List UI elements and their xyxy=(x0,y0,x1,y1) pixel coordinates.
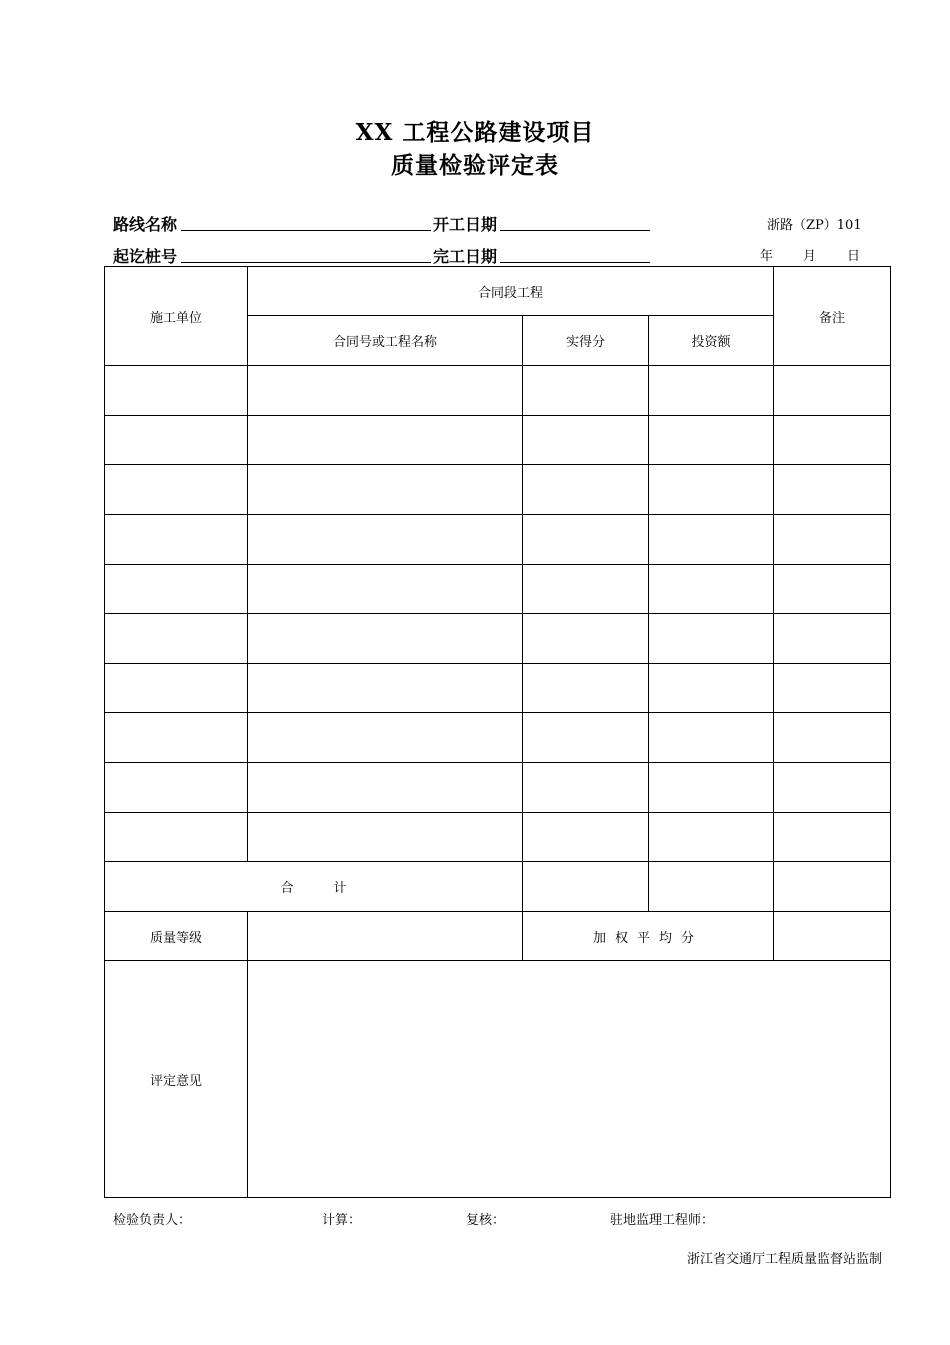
contract-name-header: 合同号或工程名称 xyxy=(248,316,523,366)
contract-name-cell[interactable] xyxy=(248,416,523,465)
contract-name-cell[interactable] xyxy=(248,465,523,515)
score-cell[interactable] xyxy=(523,813,649,862)
quality-table xyxy=(104,266,891,1198)
score-cell[interactable] xyxy=(523,515,649,565)
investment-cell[interactable] xyxy=(649,416,774,465)
remarks-cell[interactable] xyxy=(774,713,891,763)
score-cell[interactable] xyxy=(523,416,649,465)
remarks-cell[interactable] xyxy=(774,515,891,565)
calculation-label: 计算： xyxy=(322,1213,362,1228)
contract-name-cell[interactable] xyxy=(248,366,523,416)
form-title-line1: XX 工程公路建设项目 xyxy=(355,119,595,146)
quality-grade-row xyxy=(105,912,891,961)
start-date-label: 开工日期 xyxy=(433,215,498,234)
remarks-cell[interactable] xyxy=(774,465,891,515)
contractor-cell[interactable] xyxy=(105,664,248,713)
table-row xyxy=(105,813,891,862)
score-cell[interactable] xyxy=(523,366,649,416)
investment-header: 投资额 xyxy=(649,316,774,366)
remarks-cell[interactable] xyxy=(774,664,891,713)
table-row xyxy=(105,664,891,713)
investment-cell[interactable] xyxy=(649,515,774,565)
inspector-label: 检验负责人： xyxy=(113,1213,192,1228)
contract-name-cell[interactable] xyxy=(248,664,523,713)
quality-grade-cell[interactable] xyxy=(248,912,523,961)
weighted-avg-label: 加权平均分 xyxy=(523,912,774,961)
table-row xyxy=(105,614,891,664)
investment-cell[interactable] xyxy=(649,813,774,862)
form-code: 浙路（ZP）101 xyxy=(767,218,862,233)
date-day: 日 xyxy=(847,249,861,264)
evaluation-label: 评定意见 xyxy=(105,961,248,1198)
score-cell[interactable] xyxy=(523,565,649,614)
contractor-header: 施工单位 xyxy=(105,267,248,366)
investment-cell[interactable] xyxy=(649,366,774,416)
contractor-cell[interactable] xyxy=(105,465,248,515)
route-name-field[interactable] xyxy=(181,230,431,231)
remarks-cell[interactable] xyxy=(774,614,891,664)
weighted-avg-cell[interactable] xyxy=(774,912,891,961)
contractor-cell[interactable] xyxy=(105,515,248,565)
remarks-cell[interactable] xyxy=(774,565,891,614)
start-date-field[interactable] xyxy=(500,230,650,231)
total-label-part2: 计 xyxy=(333,881,347,896)
quality-grade-label: 质量等级 xyxy=(105,912,248,961)
stake-label: 起讫桩号 xyxy=(113,247,178,266)
contractor-cell[interactable] xyxy=(105,763,248,813)
total-remarks-cell[interactable] xyxy=(774,862,891,912)
table-row xyxy=(105,763,891,813)
review-label: 复核： xyxy=(466,1213,506,1228)
score-cell[interactable] xyxy=(523,465,649,515)
remarks-cell[interactable] xyxy=(774,366,891,416)
total-label xyxy=(105,862,523,912)
contract-section-header: 合同段工程 xyxy=(248,267,774,316)
investment-cell[interactable] xyxy=(649,465,774,515)
date-year: 年 xyxy=(760,249,774,264)
score-cell[interactable] xyxy=(523,713,649,763)
contractor-cell[interactable] xyxy=(105,614,248,664)
contract-name-cell[interactable] xyxy=(248,763,523,813)
investment-cell[interactable] xyxy=(649,763,774,813)
remarks-cell[interactable] xyxy=(774,763,891,813)
evaluation-row xyxy=(105,961,891,1198)
date-month: 月 xyxy=(803,249,817,264)
investment-cell[interactable] xyxy=(649,664,774,713)
contractor-cell[interactable] xyxy=(105,565,248,614)
contractor-cell[interactable] xyxy=(105,713,248,763)
total-label-part1: 合 xyxy=(280,881,294,896)
score-cell[interactable] xyxy=(523,664,649,713)
contract-name-cell[interactable] xyxy=(248,614,523,664)
table-row xyxy=(105,465,891,515)
stake-field[interactable] xyxy=(181,262,431,263)
table-row xyxy=(105,366,891,416)
remarks-cell[interactable] xyxy=(774,813,891,862)
table-row xyxy=(105,515,891,565)
score-header: 实得分 xyxy=(523,316,649,366)
contract-name-cell[interactable] xyxy=(248,813,523,862)
table-row xyxy=(105,416,891,465)
contract-name-cell[interactable] xyxy=(248,565,523,614)
total-investment-cell[interactable] xyxy=(649,862,774,912)
end-date-label: 完工日期 xyxy=(433,247,498,266)
contractor-cell[interactable] xyxy=(105,366,248,416)
remarks-cell[interactable] xyxy=(774,416,891,465)
contract-name-cell[interactable] xyxy=(248,713,523,763)
end-date-field[interactable] xyxy=(500,262,650,263)
contractor-cell[interactable] xyxy=(105,416,248,465)
table-row xyxy=(105,713,891,763)
score-cell[interactable] xyxy=(523,614,649,664)
investment-cell[interactable] xyxy=(649,614,774,664)
route-name-label: 路线名称 xyxy=(113,215,178,234)
supervisor-label: 驻地监理工程师： xyxy=(610,1213,715,1228)
investment-cell[interactable] xyxy=(649,565,774,614)
investment-cell[interactable] xyxy=(649,713,774,763)
form-title-line2: 质量检验评定表 xyxy=(391,152,559,179)
issuer-footer: 浙江省交通厅工程质量监督站监制 xyxy=(686,1252,882,1267)
contract-name-cell[interactable] xyxy=(248,515,523,565)
remarks-header: 备注 xyxy=(774,267,891,366)
table-row xyxy=(105,565,891,614)
total-row xyxy=(105,862,891,912)
score-cell[interactable] xyxy=(523,763,649,813)
total-score-cell[interactable] xyxy=(523,862,649,912)
contractor-cell[interactable] xyxy=(105,813,248,862)
evaluation-cell[interactable] xyxy=(248,961,891,1198)
